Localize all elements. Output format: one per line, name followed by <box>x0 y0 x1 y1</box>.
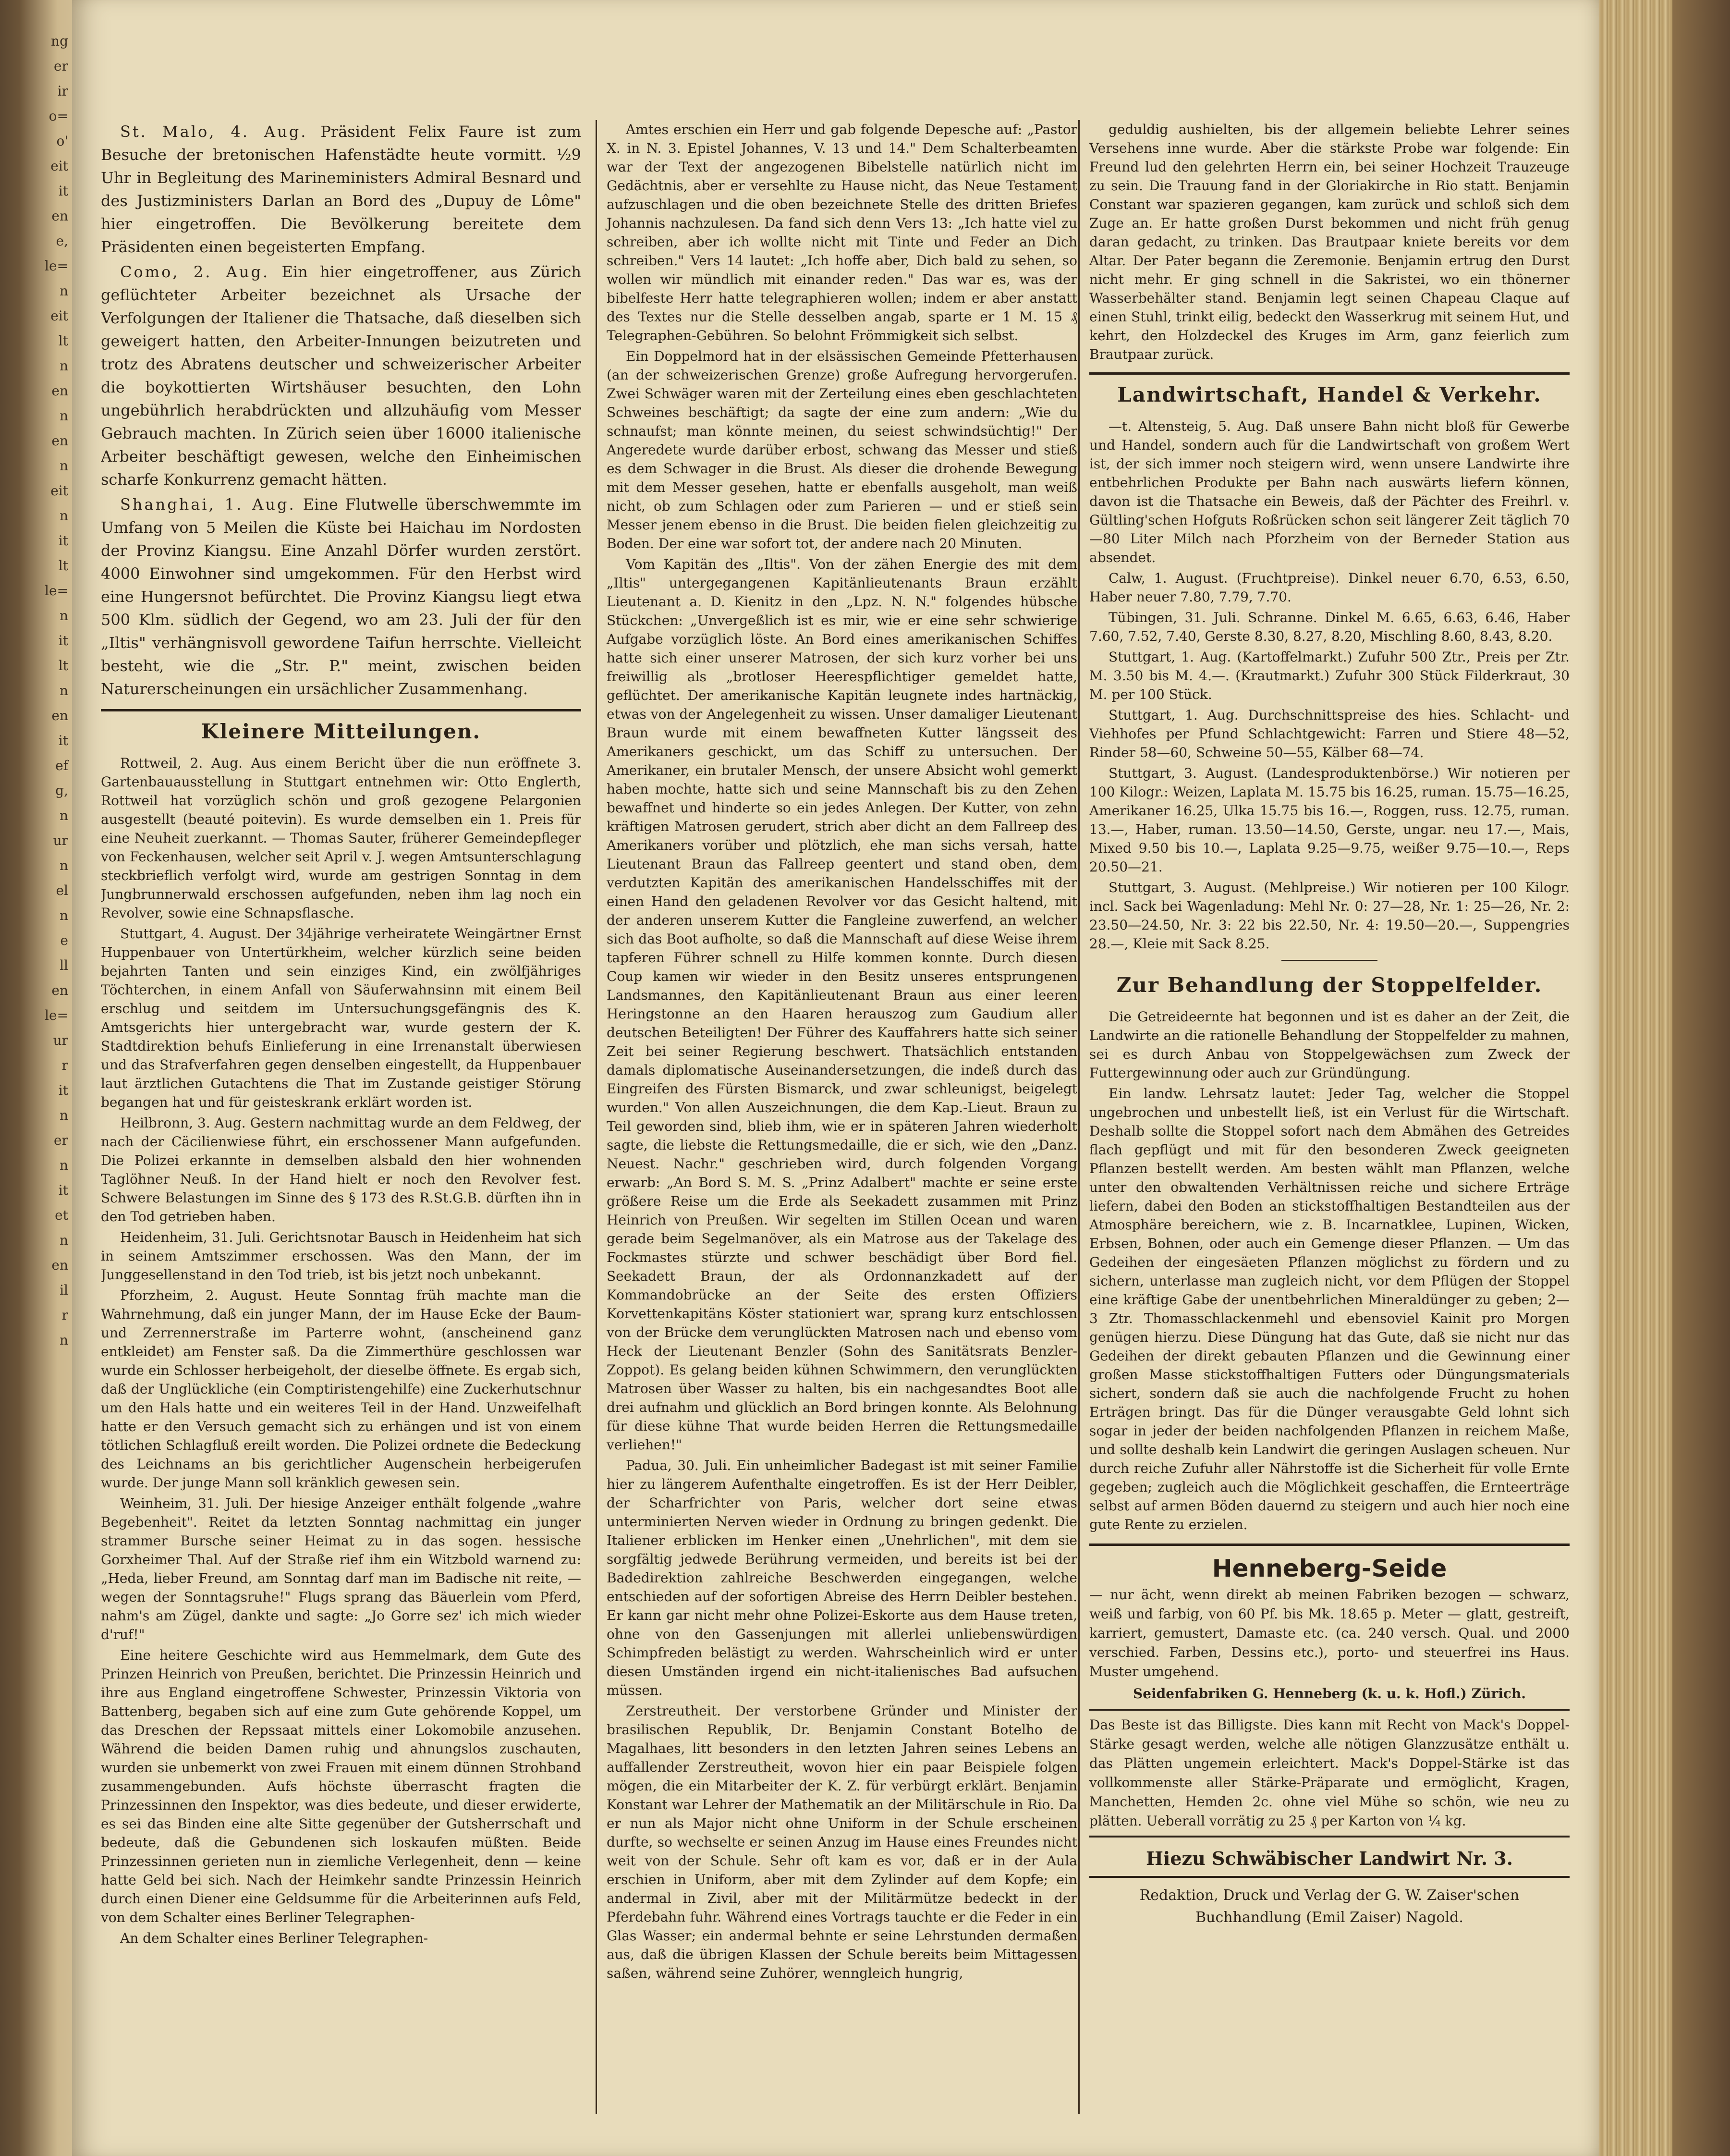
item-stoppel-1: Die Getreideernte hat begonnen und ist es daher an der Zeit, die Landwirte an die rationelle Behandlung der Stoppelfelder zu mahnen, sei es durch Anbau von Stoppelgewächsen zum Zweck der Futtergewinnung oder auch zur Gründüngung. <box>1089 1009 1570 1081</box>
item-heilbronn: Heilbronn, 3. Aug. Gestern nachmittag wurde an dem Feldweg, der nach der Cäcilienwiese führt, ein erschossener Mann aufgefunden. Die Polizei erkannte in demselben alsbald den hier wohnenden Taglöhner Neuß. In der Hand hielt er noch den Revolver fest. Schwere Belastungen im Sinne des § 173 des R.St.G.B. dürften ihn in den Tod getrieben haben. <box>101 1115 581 1225</box>
margin-fragment: e, <box>56 233 68 249</box>
margin-fragment: n <box>59 283 68 299</box>
margin-fragment: eit <box>50 483 68 499</box>
margin-fragment: it <box>58 533 68 549</box>
margin-fragment: o= <box>49 108 68 124</box>
item-tuebingen-prices: Tübingen, 31. Juli. Schranne. Dinkel M. 6.65, 6.63, 6.46, Haber 7.60, 7.52, 7.40, Gerste 8.30, 8.27, 8.20, Mischling 8.60, 8.43, 8.20. <box>1089 610 1570 644</box>
margin-fragment: n <box>59 1157 68 1173</box>
column-2 <box>596 120 1077 2114</box>
item-stuttgart-kartoffel: Stuttgart, 1. Aug. (Kartoffelmarkt.) Zufuhr 500 Ztr., Preis per Ztr. M. 3.50 bis M. 4.—. (Krautmarkt.) Zufuhr 300 Stück Filderkraut, 30 M. per 100 Stück. <box>1089 649 1570 702</box>
margin-fragment: le= <box>45 1007 68 1023</box>
item-stuttgart: Stuttgart, 4. August. Der 34jährige verheiratete Weingärtner Ernst Huppenbauer von Untertürkheim, welcher kürzlich seine beiden bejahrten Tanten und sein einziges Kind, ein zwölfjähriges Töchterchen, in einem Anfall von Säuferwahnsinn mit einem Beil erschlug und seitdem im Untersuchungsgefängnis des K. Amtsgerichts hier untergebracht war, wurde gestern der K. Stadtdirektion behufs Einlieferung in eine Irrenanstalt überwiesen und das Strafverfahren gegen denselben eingestellt, da Huppenbauer laut ärztlichen Gutachtens die That im Zustande geistiger Störung begangen hat und für geisteskrank erklärt worden ist. <box>101 926 581 1110</box>
margin-fragment: er <box>54 1132 68 1148</box>
dateline: Como, 2. Aug. <box>120 263 270 281</box>
book-page-edges <box>1599 0 1730 2156</box>
article-text: Präsident Felix Faure ist zum Besuche der bretonischen Hafenstädte heute vormitt. ½9 Uhr in Begleitung des Marineministers Admiral Besnard und des Justizministers Darlan an Bord des „Dupuy de Lôme" hier eingetroffen. Die Bevölkerung bereitete dem Präsidenten einen begeisterten Empfang. <box>101 122 581 256</box>
newspaper-page <box>72 0 1599 2156</box>
margin-fragment: n <box>59 458 68 474</box>
margin-fragment: r <box>61 1307 68 1323</box>
item-heidenheim: Heidenheim, 31. Juli. Gerichtsnotar Bausch in Heidenheim hat sich in seinem Amtszimmer erschossen. Was den Mann, der im Junggesellenstand in den Tod trieb, ist bis jetzt noch unbekannt. <box>101 1229 581 1283</box>
margin-fragment: n <box>59 907 68 923</box>
article-shanghai <box>101 493 581 700</box>
section-heading-stoppelfelder: Zur Behandlung der Stoppelfelder. <box>1116 973 1543 997</box>
item-rottweil: Rottweil, 2. Aug. Aus einem Bericht über die nun eröffnete 3. Gartenbauausstellung in Stuttgart entnehmen wir: Otto Englerth, Rottweil hat vorzüglich schön und groß gezogene Pelargonien ausgestellt (beauté poitevin). Es wurde demselben ein 1. Preis für eine Neuheit zuerkannt. — Thomas Sauter, früherer Gemeindepfleger von Feckenhausen, welcher seit April v. J. wegen Amtsunterschlagung steckbrieflich verfolgt wird, wurde am gestrigen Sonntag in dem Jungbrunnerwald erschossen aufgefunden, neben ihm lag noch ein Revolver, sowie eine Schnapsflasche. <box>101 755 581 921</box>
margin-fragment: et <box>55 1207 68 1223</box>
margin-fragment: eit <box>50 308 68 324</box>
margin-fragment: n <box>59 808 68 823</box>
margin-fragment: it <box>58 183 68 199</box>
item-stoppel-2: Ein landw. Lehrsatz lautet: Jeder Tag, welcher die Stoppel ungebrochen und unbestellt ließ, ist ein Verlust für die Wirtschaft. Deshalb sollte die Stoppel sofort nach dem Abmähen des Getreides flach gepflügt und mit für den besonderen Zweck geeigneten Pflanzen bestellt werden. Am besten wählt man Pflanzen, welche unter den obwaltenden Verhältnissen reiche und sichere Erträge liefern, dabei den Boden an stickstoffhaltigen Bestandteilen aus der Atmosphäre bereichern, wie z. B. Incarnatklee, Lupinen, Wicken, Erbsen, Bohnen, oder auch ein Gemenge dieser Pflanzen. — Um das Gedeihen der eingesäeten Pflanzen möglichst zu fördern und zu sichern, unterlasse man zugleich nicht, vor dem Pflügen der Stoppel eine kräftige Gabe der unentbehrlichen Mineraldünger zu geben; 2—3 Ztr. Thomasschlackenmehl und ebensoviel Kainit pro Morgen genügen hierzu. Diese Düngung hat das Gute, daß sie nicht nur das Gedeihen der direkt gebauten Pflanzen und die Gewinnung einer großen Masse stickstoffhaltigen Futters oder Düngungsmaterials sichert, sondern daß sie auch die nachfolgende Frucht zu hohen Erträgen bringt. Das für die Dünger verausgabte Geld lohnt sich sogar in jeder der beiden nachfolgenden Pflanzen in reichem Maße, und sollte deshalb kein Landwirt die geringen Auslagen scheuen. Nur durch reiche Zufuhr aller Nährstoffe ist die Sicherheit für volle Ernte gegeben; zugleich auch die Möglichkeit geschaffen, die Ernteerträge selbst auf armen Böden dauernd zu steigern und auch hier noch eine gute Rente zu erzielen. <box>1089 1086 1570 1532</box>
margin-fragment: n <box>59 1332 68 1348</box>
margin-fragment: e <box>60 932 68 948</box>
margin-fragment: ng <box>51 33 68 49</box>
column-1 <box>101 120 581 2114</box>
margin-fragment: il <box>60 1282 68 1298</box>
margin-fragment: eit <box>50 158 68 174</box>
margin-fragment: n <box>59 1107 68 1123</box>
advert-mack-staerke: Das Beste ist das Billigste. Dies kann mit Recht von Mack's Doppel-Stärke gesagt werden, welche alle nötigen Glanzzusätze enthält u. das Plätten ungemein erleichtert. Mack's Doppel-Stärke ist das vollkommenste aller Stärke-Präparate und ermöglicht, Kragen, Manchetten, Hemden 2c. ohne viel Mühe so schön, wie neu zu plätten. Ueberall vorrätig zu 25 ₰ per Karton von ¼ kg. <box>1089 1715 1570 1838</box>
margin-fragment: it <box>58 1182 68 1198</box>
item-kapitaen-iltis: Vom Kapitän des „Iltis". Von der zähen Energie des mit dem „Iltis" untergegangenen Kapitänlieutenants Braun erzählt Lieutenant a. D. Kienitz in den „Lpz. N. N." folgendes hübsche Stückchen: „Unvergeßlich ist es mir, wie er eine sehr schwierige Aufgabe vorzüglich löste. An Bord eines amerikanischen Schiffes hatte sich einer unserer Matrosen, der sich kurz vorher bei uns freiwillig als „brotloser Heerespflichtiger gemeldet hatte, geflüchtet. Der amerikanische Kapitän leugnete indes hartnäckig, etwas von der Angelegenheit zu wissen. Unser damaliger Lieutenant Braun wurde mit einem bewaffneten Kutter längsseit des Amerikaners geschickt, um das Schiff zu untersuchen. Der Amerikaner, ein brutaler Mensch, der unsere Absicht wohl gemerkt haben mochte, hatte sich und seine Mannschaft bis zu den Zehen bewaffnet und hinderte so ein jedes Anlegen. Der Kutter, von zehn kräftigen Matrosen gerudert, strich aber dicht an dem Fallreep des Amerikaners vorüber und plötzlich, ehe man sichs versah, hatte Lieutenant Braun das Fallreep geentert und stand oben, dem verdutzten Kapitän des amerikanischen Handelsschiffes mit der einen Hand den geladenen Revolver vor das Gesicht haltend, mit der anderen unserem Kutter die Fangleine zuwerfend, an welcher sich das Boot aufholte, so daß die Mannschaft auf diese Weise ihrem tapferen Führer schnell zu Hilfe kommen konnte. Durch diesen Coup kamen wir wieder in den Besitz unseres entsprungenen Landsmannes, den Kapitänlieutenant Braun aus einer leeren Heringstonne an den Haaren herauszog zum Gaudium aller deutschen Beteiligten! Der Führer des Kauffahrers hatte sich seiner Zeit bei seiner Regierung beschwert. Thatsächlich entstanden damals diplomatische Auseinandersetzungen, die indeß durch das Eingreifen des Fürsten Bismarck, und zwar schleunigst, beigelegt wurden." Von allen Auszeichnungen, die dem Kap.-Lieut. Braun zu Teil geworden sind, blieb ihm, wie er in späteren Jahren wiederholt sagte, die liebste die Rettungsmedaille, die er sich, wie den „Danz. Neuest. Nachr." geschrieben wird, durch folgenden Vorgang erwarb: „An Bord S. M. S. „Prinz Adalbert" machte er seine erste größere Reise um die Erde als Seekadett zusammen mit Prinz Heinrich von Preußen. Wir segelten im Stillen Ocean und waren gerade beim Segelmanöver, als ein Matrose aus der Takelage des Fockmastes stürzte und schwer beschädigt über Bord fiel. Seekadett Braun, der als Ordonnanzkadett auf der Kommandobrücke an der Seite des ersten Offiziers Korvettenkapitäns Köster stationiert war, sprang kurz entschlossen von der Brücke dem verunglückten Matrosen nach und ebenso vom Heck der Lieutenant Benzler (Sohn des Sanitätsrats Benzler-Zoppot). Es gelang beiden kühnen Schwimmern, den verunglückten Matrosen über Wasser zu halten, bis ein nachgesandtes Boot alle drei aufnahm und glücklich an Bord bringen konnte. Als Belohnung für diese kühne That wurde beiden Herren die Rettungsmedaille verliehen!" <box>607 556 1077 1453</box>
divider <box>1281 960 1377 961</box>
margin-fragment: en <box>51 208 68 224</box>
item-hemmelmark: Eine heitere Geschichte wird aus Hemmelmark, dem Gute des Prinzen Heinrich von Preußen, berichtet. Die Prinzessin Heinrich und ihre aus England eingetroffene Schwester, Prinzessin Viktoria von Battenberg, begaben sich auf eine zum Gute gehörende Koppel, um das Dreschen der Repssaat mittels einer Lokomobile anzusehen. Während die beiden Damen ruhig und ahnungslos zuschauten, wurden sie unbemerkt von zwei Frauen mit einem dünnen Strohband zusammengebunden. Aufs höchste überrascht fragten die Prinzessinnen den Inspektor, was dies bedeute, und dieser erwiderte, es sei das Binden eine alte Sitte gegenüber der Gutsherrschaft und bedeute, daß die Gebundenen sich loskaufen müßten. Beide Prinzessinnen gerieten nun in ziemliche Verlegenheit, denn — keine hatte Geld bei sich. Nach der Heimkehr sandte Prinzessin Heinrich durch einen Diener eine Geldsumme für die Arbeiterinnen aufs Feld, von dem Schalter eines Berliner Telegraphen- <box>101 1647 581 1925</box>
advert-henneberg <box>1089 1544 1570 1711</box>
margin-fragment: ir <box>57 83 68 99</box>
margin-fragment: n <box>59 508 68 524</box>
column-3 <box>1078 120 1570 2114</box>
margin-fragment: o' <box>56 133 68 149</box>
margin-fragment: en <box>51 383 68 399</box>
margin-fragment: it <box>58 1082 68 1098</box>
section-heading-kleinere-mitteilungen: Kleinere Mitteilungen. <box>101 709 581 747</box>
item-stuttgart-vieh: Stuttgart, 1. Aug. Durchschnittspreise des hies. Schlacht- und Viehhofes per Pfund Schlachtgewicht: Farren und Stiere 48—52, Rinder 58—60, Schweine 50—55, Kälber 68—74. <box>1089 707 1570 760</box>
item-zerstreutheit-cont: geduldig aushielten, bis der allgemein beliebte Lehrer seines Versehens inne wurde. Aber die stärkste Probe war folgende: Ein Freund lud den gelehrten Herrn ein, bei seiner Hochzeit Trauzeuge zu sein. Die Trauung fand in der Gloriakirche in Rio statt. Benjamin Constant war spazieren gegangen, kam zurück und schloß sich dem Zuge an. Er hatte großen Durst bekommen und nicht früh genug daran gedacht, zu trinken. Das Brautpaar kniete bereits vor dem Altar. Der Pater begann die Zeremonie. Benjamin ertrug den Durst nicht mehr. Er ging schnell in die Sakristei, wo ein thönerner Wasserbehälter stand. Benjamin legt seinen Chapeau Claque auf einen Stuhl, trinkt eilig, bedeckt den Wasserkrug mit seinem Hut, und kehrt, den Holzdeckel des Kruges im Arm, ganz feierlich zum Brautpaar zurück. <box>1089 122 1570 362</box>
item-zerstreutheit: Zerstreutheit. Der verstorbene Gründer und Minister der brasilischen Republik, Dr. Benjamin Constant Botelho de Magalhaes, litt besonders in den letzten Jahren seines Lebens an auffallender Zerstreutheit, wovon hier ein paar Beispiele folgen mögen, die ein Mitarbeiter der K. Z. für verbürgt erklärt. Benjamin Konstant war Lehrer der Mathematik an der Militärschule in Rio. Da er nun als Major nicht ohne Uniform in der Schule erscheinen durfte, so wechselte er seinen Anzug im Hause eines Freundes nicht weit von der Schule. Sehr oft kam es vor, daß er in der Aula erschien in Uniform, aber mit dem Zylinder auf dem Kopfe; ein andermal in Zivil, aber mit der Militärmütze bedeckt in der Pferdebahn fuhr. Während eines Vortrags tauchte er die Feder in ein Glas Wasser; ein andermal behnte er seine Lehrstunden dermaßen aus, daß die übrigen Klassen der Schule bereits beim Mittagessen saßen, während seine Zuhörer, wenngleich hungrig, <box>607 1703 1077 1981</box>
item-stuttgart-mehl: Stuttgart, 3. August. (Mehlpreise.) Wir notieren per 100 Kilogr. incl. Sack bei Wagenladung: Mehl Nr. 0: 27—28, Nr. 1: 25—26, Nr. 2: 23.50—24.50, Nr. 3: 22 bis 22.50, Nr. 4: 19.50—20.—, Suppengries 28.—, Kleie mit Sack 8.25. <box>1089 880 1570 952</box>
item-pforzheim: Pforzheim, 2. August. Heute Sonntag früh machte man die Wahrnehmung, daß ein junger Mann, der im Hause Ecke der Baum- und Zerrennerstraße im Parterre wohnt, (anscheinend ganz entkleidet) am Fenster saß. Da die Zimmerthüre geschlossen war wurde ein Schlosser herbeigeholt, der dieselbe öffnete. Es ergab sich, daß der Unglückliche (ein Comptiristengehilfe) eine Zuckerhutschnur um den Hals hatte und ein weiteres Teil in der Hand. Unzweifelhaft hatte er den Versuch gemacht sich zu erhängen und ist von einem tötlichen Schlagfluß ereilt worden. Die Polizei ordnete die Bedeckung des Leichnams an bis gerichtlicher Augenschein herbeigerufen wurde. Der junge Mann soll kränklich gewesen sein. <box>101 1287 581 1491</box>
item-stuttgart-boerse: Stuttgart, 3. August. (Landesproduktenbörse.) Wir notieren per 100 Kilogr.: Weizen, Laplata M. 15.75 bis 16.25, ruman. 15.75—16.25, Amerikaner 16.25, Ulka 15.75 bis 16.—, Roggen, russ. 12.75, ruman. 13.—, Haber, ruman. 13.50—14.50, Gerste, ungar. neu 17.—, Mais, Mixed 9.50 bis 10.—, Laplata 9.25—9.75, weißer 9.75—10.—, Reps 20.50—21. <box>1089 765 1570 875</box>
item-weinheim: Weinheim, 31. Juli. Der hiesige Anzeiger enthält folgende „wahre Begebenheit". Reitet da letzten Sonntag nachmittag ein junger strammer Bursche seiner Heimat zu in das sogen. hessische Gorxheimer Thal. Auf der Straße rief ihm ein Witzbold warnend zu: „Heda, lieber Freund, am Sonntag darf man im Badische nit reite, — wegen der Sonntagsruhe!" Flugs sprang das Bäuerlein vom Pferd, nahm's am Zügel, dankte und sagte: „Jo Gorre sez' ich mich wieder d'ruf!" <box>101 1495 581 1642</box>
dateline: Shanghai, 1. Aug. <box>120 495 296 514</box>
imprint: Redaktion, Druck und Verlag der G. W. Zaiser'schen Buchhandlung (Emil Zaiser) Nagold. <box>1139 1887 1520 1926</box>
margin-fragment: n <box>59 608 68 624</box>
margin-fragment: lt <box>58 558 68 574</box>
margin-fragment: en <box>51 1257 68 1273</box>
item-doppelmord: Ein Doppelmord hat in der elsässischen Gemeinde Pfetterhausen (an der schweizerischen Grenze) große Aufregung hervorgerufen. Zwei Schwäger waren mit der Zerteilung eines eben geschlachteten Schweines beschäftigt; da sagte der eine zum andern: „Wie du schnaufst; man könnte meinen, du seiest schwindsüchtig!" Der Angeredete wurde darüber erbost, schwang das Messer und stieß es dem Schwager in die Brust. Als dieser die drohende Bewegung mit dem Messer gesehen, hatte er ebenfalls ausgeholt, man weiß nicht, ob zum Schlagen oder zum Parieren — und er stieß sein Messer jenem ebenso in die Brust. Die beiden fielen gleichzeitig zu Boden. Der eine war sofort tot, der andere nach 20 Minuten. <box>607 348 1077 551</box>
section-heading-landwirtschaft: Landwirtschaft, Handel & Verkehr. <box>1089 372 1570 410</box>
article-text: Eine Flutwelle überschwemmte im Umfang von 5 Meilen die Küste bei Haichau im Nordosten der Provinz Kiangsu. Eine Anzahl Dörfer wurden zerstört. 4000 Einwohner sind umgekommen. Für den Herbst wird eine Hungersnot befürchtet. Die Provinz Kiangsu liegt etwa 500 Klm. südlich der Gegend, wo am 23. Juli der für den „Iltis" verhängnisvoll gewordene Taifun herrschte. Vielleicht besteht, wie die „Str. P." meint, zwischen beiden Naturerscheinungen ein ursächlicher Zusammenhang. <box>101 495 581 698</box>
margin-fragment: en <box>51 433 68 449</box>
item-telegraph-cont: Amtes erschien ein Herr und gab folgende Depesche auf: „Pastor X. in N. 3. Epistel Johannes, V. 13 und 14." Dem Schalterbeamten war der Text der angezogenen Bibelstelle natürlich nicht im Gedächtnis, aber er versehlte zu Hause nicht, das Neue Testament aufzuschlagen und die oben bezeichnete Stelle des dritten Briefes Johannis nachzulesen. Da fand sich denn Vers 13: „Ich hatte viel zu schreiben, aber ich wollte nicht mit Tinte und Feder an Dich schreiben." Vers 14 lautet: „Ich hoffe aber, Dich bald zu sehen, so wollen wir mündlich mit einander reden." Das war es, was der bibelfeste Herr hatte telegraphieren wollen; indem er aber anstatt des Textes nur die Stelle desselben angab, sparte er 1 M. 15 ₰ Telegraphen-Gebühren. So belohnt Frömmigkeit sich selbst. <box>607 122 1077 343</box>
margin-fragment: ur <box>53 833 68 848</box>
margin-fragment: n <box>59 858 68 873</box>
margin-fragment: ll <box>60 957 68 973</box>
margin-fragment: n <box>59 1232 68 1248</box>
dateline: St. Malo, 4. Aug. <box>120 122 308 141</box>
margin-fragment: ur <box>53 1032 68 1048</box>
article-st-malo <box>101 120 581 258</box>
margin-fragment: el <box>56 882 68 898</box>
left-page-margin-fragments <box>0 29 72 2143</box>
margin-fragment: er <box>54 58 68 74</box>
article-text: Ein hier eingetroffener, aus Zürich geflüchteter Arbeiter bezeichnet als Ursache der Verfolgungen der Italiener die Thatsache, daß dieselben sich geweigert hatten, den Arbeiter-Innungen beizutreten und trotz des Abratens deutscher und schweizerischer Arbeiter die boykottierten Wirtshäuser besuchten, den Lohn ungebührlich herabdrückten und allzuhäufig vom Messer Gebrauch machten. In Zürich seien über 16000 italienische Arbeiter beschäftigt gewesen, welche den Einheimischen scharfe Konkurrenz gemacht hätten. <box>101 263 581 489</box>
margin-fragment: n <box>59 408 68 424</box>
advert-title: Henneberg-Seide <box>1212 1555 1447 1582</box>
item-padua: Padua, 30. Juli. Ein unheimlicher Badegast ist mit seiner Familie hier zu längerem Aufenthalte eingetroffen. Es ist der Herr Deibler, der Scharfrichter von Paris, welcher dort seine etwas unterminierten Nerven wieder in Ordnung zu bringen gedenkt. Die Italiener erblicken im Henker einen „Unehrlichen", mit dem sie sorgfältig jedwede Berührung vermeiden, und bereits ist bei der Badedirektion zahlreiche Beschwerden eingegangen, welche entschieden auf der sofortigen Abreise des Herrn Deibler bestehen. Er kann gar nicht mehr ohne Polizei-Eskorte aus dem Hause treten, ohne von den Gassenjungen mit allerlei unliebenswürdigen Schimpfreden belästigt zu werden. Wahrscheinlich wird er unter diesen Umständen irgend ein nicht-italienisches Bad aufsuchen müssen. <box>607 1458 1077 1698</box>
margin-fragment: g, <box>55 783 68 798</box>
article-como <box>101 260 581 491</box>
margin-fragment: n <box>59 358 68 374</box>
margin-fragment: en <box>51 708 68 723</box>
item-calw-prices: Calw, 1. August. (Fruchtpreise). Dinkel neuer 6.70, 6.53, 6.50, Haber neuer 7.80, 7.79, 7.70. <box>1089 570 1570 605</box>
margin-fragment: it <box>58 733 68 748</box>
margin-fragment: le= <box>45 583 68 599</box>
margin-fragment: n <box>59 683 68 698</box>
margin-fragment: it <box>58 633 68 649</box>
item-berliner-telegraph: An dem Schalter eines Berliner Telegraphen- <box>120 1930 428 1946</box>
margin-fragment: lt <box>58 658 68 674</box>
advert-signature: Seidenfabriken G. Henneberg (k. u. k. Hofl.) Zürich. <box>1133 1686 1526 1702</box>
margin-fragment: en <box>51 982 68 998</box>
margin-fragment: ef <box>55 758 68 773</box>
margin-fragment: r <box>61 1057 68 1073</box>
margin-fragment: le= <box>45 258 68 274</box>
advert-text: — nur ächt, wenn direkt ab meinen Fabriken bezogen — schwarz, weiß und farbig, von 60 Pf. bis Mk. 18.65 p. Meter — glatt, gestreift, karriert, gemustert, Damaste etc. (ca. 240 versch. Qual. und 2000 verschied. Farben, Dessins etc.), porto- und steuerfrei ins Haus. Muster umgehend. <box>1089 1587 1570 1679</box>
item-altensteig: —t. Altensteig, 5. Aug. Daß unsere Bahn nicht bloß für Gewerbe und Handel, sondern auch für die Landwirtschaft von großem Wert ist, der sich immer noch steigern wird, wenn unsere Landwirte ihre entbehrlichen Produkte per Bahn nach auswärts liefern können, davon ist die Thatsache ein Beweis, daß der Pächter des Freihrl. v. Gültling'schen Hofguts Roßrücken schon seit längerer Zeit täglich 70—80 Liter Milch nach Pforzheim von der Berneder Station aus absendet. <box>1089 418 1570 565</box>
supplement-note: Hiezu Schwäbischer Landwirt Nr. 3. <box>1089 1844 1570 1878</box>
margin-fragment: lt <box>58 333 68 349</box>
